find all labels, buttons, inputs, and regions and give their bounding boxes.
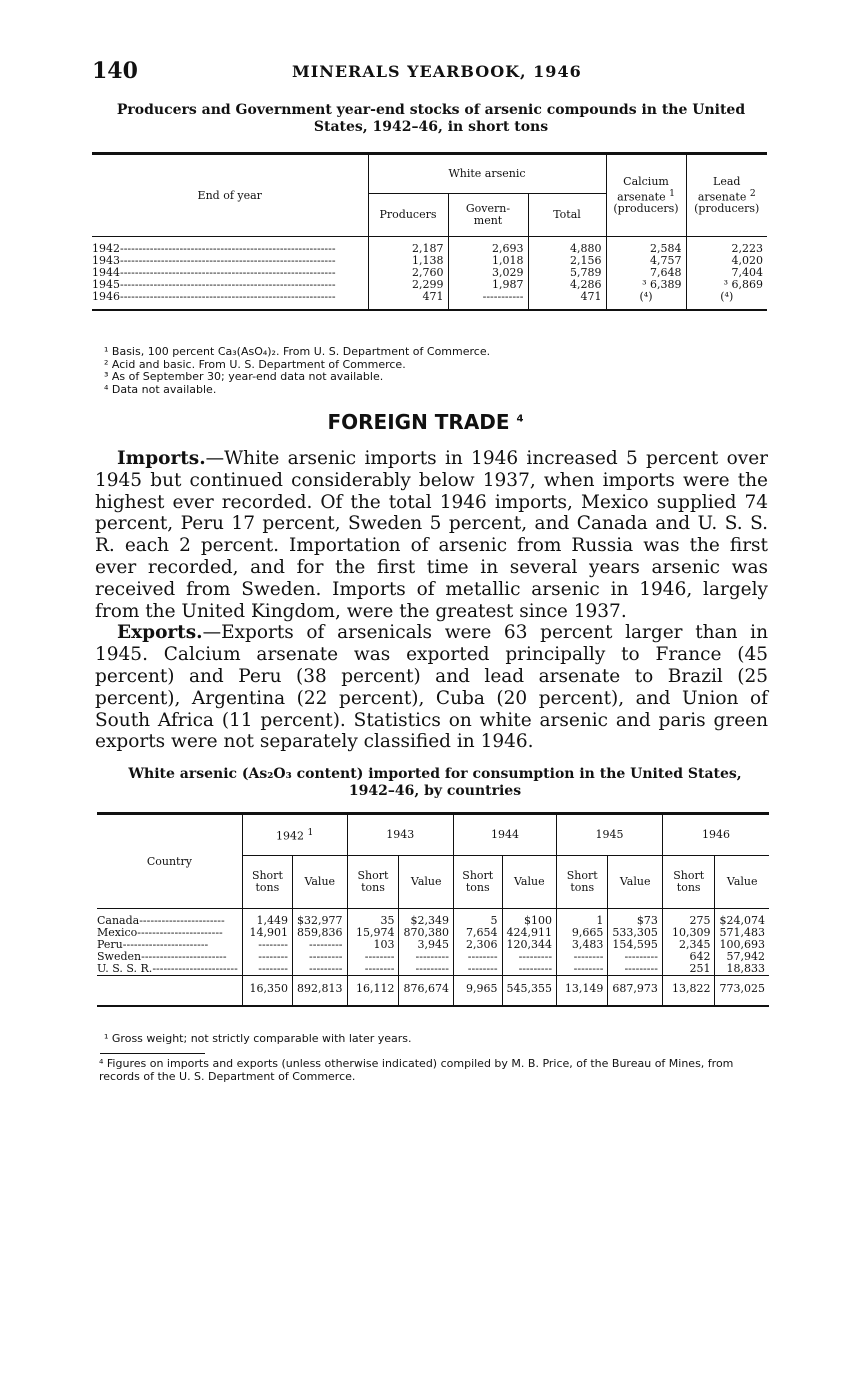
- cell: 5: [453, 915, 502, 927]
- cell: 471: [368, 291, 448, 310]
- header-year-1945: 1945: [557, 814, 663, 856]
- cell: 57,942: [715, 951, 769, 963]
- table1-caption-line2: States, 1942–46, in short tons: [313, 119, 549, 135]
- cell: --------: [557, 951, 608, 963]
- cell: 120,344: [502, 939, 557, 951]
- header-year-1942: 1942 $^1$: [242, 814, 347, 856]
- cell: --------: [242, 951, 292, 963]
- table2-footnote: ¹ Gross weight; not strictly comparable with later years.: [104, 1032, 412, 1045]
- total-cell: 9,965: [453, 976, 502, 1007]
- header-country: Country: [146, 854, 192, 868]
- cell: 15,974: [347, 927, 399, 939]
- row-country: Mexico-----------------------: [97, 927, 223, 939]
- cell: ---------: [293, 963, 348, 976]
- cell: $73: [608, 915, 663, 927]
- header-value: Value: [502, 856, 557, 909]
- cell: ---------: [293, 951, 348, 963]
- page-number: 140: [92, 58, 138, 84]
- cell: --------: [453, 963, 502, 976]
- cell: 4,020: [686, 255, 767, 267]
- total-cell: 892,813: [293, 976, 348, 1007]
- footnote: ¹ Basis, 100 percent Ca₃(AsO₄)₂. From U. S. Department of Commerce.: [104, 345, 491, 358]
- total-cell: 876,674: [399, 976, 454, 1007]
- header-short-tons: Short tons: [662, 856, 715, 909]
- cell: --------: [242, 963, 292, 976]
- cell: 4,286: [528, 279, 606, 291]
- cell: 2,345: [662, 939, 715, 951]
- table2-caption: [95, 766, 775, 800]
- cell: ---------: [608, 963, 663, 976]
- cell: 2,760: [368, 267, 448, 279]
- cell: 3,029: [448, 267, 528, 279]
- cell: 2,187: [368, 243, 448, 255]
- row-country: Peru-----------------------: [97, 939, 209, 951]
- header-producers: Producers: [368, 194, 448, 237]
- cell: 9,665: [557, 927, 608, 939]
- cell: 2,223: [686, 243, 767, 255]
- body-text: [95, 448, 768, 753]
- cell: --------: [557, 963, 608, 976]
- total-cell: 13,822: [662, 976, 715, 1007]
- table1-caption-line1: Producers and Government year-end stocks of arsenic compounds in the United: [116, 102, 746, 118]
- cell: ---------: [399, 963, 454, 976]
- cell: 642: [662, 951, 715, 963]
- row-country: Sweden-----------------------: [97, 951, 227, 963]
- header-short-tons: Short tons: [557, 856, 608, 909]
- cell: 1: [557, 915, 608, 927]
- header-year-1943: 1943: [347, 814, 453, 856]
- cell: $2,349: [399, 915, 454, 927]
- cell: 103: [347, 939, 399, 951]
- header-year-1946: 1946: [662, 814, 769, 856]
- cell: ³ 6,389: [606, 279, 686, 291]
- page-footnote: ⁴ Figures on imports and exports (unless otherwise indicated) compiled by M. B. Price, of the Bureau of Mines, from records of the U. S. Department of Commerce.: [99, 1057, 734, 1083]
- header-value: Value: [715, 856, 769, 909]
- cell: $100: [502, 915, 557, 927]
- cell: 251: [662, 963, 715, 976]
- cell: 424,911: [502, 927, 557, 939]
- cell: 2,584: [606, 243, 686, 255]
- cell: 35: [347, 915, 399, 927]
- header-value: Value: [293, 856, 348, 909]
- table1-caption: [92, 102, 770, 136]
- cell: ---------: [608, 951, 663, 963]
- cell: 533,305: [608, 927, 663, 939]
- cell: 3,945: [399, 939, 454, 951]
- cell: 7,404: [686, 267, 767, 279]
- cell: 7,648: [606, 267, 686, 279]
- cell: (⁴): [606, 291, 686, 310]
- header-short-tons: Short tons: [242, 856, 292, 909]
- cell: 1,987: [448, 279, 528, 291]
- cell: 2,156: [528, 255, 606, 267]
- cell: 4,880: [528, 243, 606, 255]
- table-row: [92, 291, 767, 310]
- header-government: Govern- ment: [448, 194, 528, 237]
- header-end-of-year: End of year: [197, 188, 262, 202]
- cell: (⁴): [686, 291, 767, 310]
- total-cell: 687,973: [608, 976, 663, 1007]
- total-cell: 773,025: [715, 976, 769, 1007]
- cell: ³ 6,869: [686, 279, 767, 291]
- imports-paragraph: Imports.—White arsenic imports in 1946 increased 5 percent over 1945 but continued considerably below 1937, when imports were the highest ever recorded. Of the total 1946 imports, Mexico supplied 74 percent, Peru 17 percent, Sweden 5 percent, and Canada and U. S. S. R. each 2 percent. Importation of arsenic from Russia was the first ever recorded, and for the first time in several years arsenic was received from Sweden. Imports of metallic arsenic in 1946, largely from the United Kingdom, were the greatest since 1937.: [95, 448, 768, 622]
- total-cell: 13,149: [557, 976, 608, 1007]
- table2-caption-line2: 1942–46, by countries: [348, 783, 522, 799]
- cell: 1,138: [368, 255, 448, 267]
- row-year: 1945----------------------------------------------------------: [92, 279, 336, 291]
- row-year: 1946----------------------------------------------------------: [92, 291, 336, 303]
- table-row: [97, 963, 769, 976]
- cell: ---------: [502, 963, 557, 976]
- row-country: Canada-----------------------: [97, 915, 225, 927]
- table2-caption-line1: White arsenic (As₂O₃ content) imported for consumption in the United States,: [128, 766, 742, 782]
- exports-paragraph: Exports.—Exports of arsenicals were 63 percent larger than in 1945. Calcium arsenate was exported principally to France (45 percent) and Peru (38 percent) and lead arsenate to Brazil (25 percent), Argentina (22 percent), Cuba (20 percent), and Union of South Africa (11 percent). Statistics on white arsenic and paris green exports were not separately classified in 1946.: [95, 622, 768, 753]
- header-value: Value: [399, 856, 454, 909]
- cell: --------: [242, 939, 292, 951]
- cell: 859,836: [293, 927, 348, 939]
- cell: 14,901: [242, 927, 292, 939]
- cell: 7,654: [453, 927, 502, 939]
- cell: 275: [662, 915, 715, 927]
- cell: 10,309: [662, 927, 715, 939]
- footnote: ⁴ Data not available.: [104, 382, 217, 396]
- table1-footnotes: [104, 346, 490, 396]
- total-cell: 16,112: [347, 976, 399, 1007]
- cell: 4,757: [606, 255, 686, 267]
- total-cell: 16,350: [242, 976, 292, 1007]
- cell: 3,483: [557, 939, 608, 951]
- cell: ---------: [502, 951, 557, 963]
- cell: 5,789: [528, 267, 606, 279]
- cell: ---------: [293, 939, 348, 951]
- header-calcium-arsenate: Calcium arsenate $^1$ (producers): [606, 154, 686, 237]
- section-title: FOREIGN TRADE $^4$: [327, 410, 524, 434]
- imports-table: [97, 812, 769, 1007]
- cell: -----------: [448, 291, 528, 310]
- cell: 2,299: [368, 279, 448, 291]
- row-year: 1942----------------------------------------------------------: [92, 243, 336, 255]
- cell: 154,595: [608, 939, 663, 951]
- cell: 571,483: [715, 927, 769, 939]
- cell: 100,693: [715, 939, 769, 951]
- running-title: MINERALS YEARBOOK, 1946: [292, 62, 582, 81]
- cell: 471: [528, 291, 606, 310]
- cell: 1,018: [448, 255, 528, 267]
- cell: --------: [453, 951, 502, 963]
- header-value: Value: [608, 856, 663, 909]
- cell: 870,380: [399, 927, 454, 939]
- footnote-rule: [100, 1053, 205, 1054]
- cell: 1,449: [242, 915, 292, 927]
- cell: --------: [347, 963, 399, 976]
- page-header: [92, 58, 772, 84]
- header-white-arsenic: White arsenic: [368, 154, 606, 194]
- footnote: ² Acid and basic. From U. S. Department of Commerce.: [104, 357, 406, 371]
- row-year: 1944----------------------------------------------------------: [92, 267, 336, 279]
- cell: --------: [347, 951, 399, 963]
- row-country: U. S. S. R.-----------------------: [97, 963, 238, 975]
- header-year-1944: 1944: [453, 814, 556, 856]
- footnote: ³ As of September 30; year-end data not available.: [104, 370, 384, 383]
- cell: $32,977: [293, 915, 348, 927]
- cell: $24,074: [715, 915, 769, 927]
- cell: 2,306: [453, 939, 502, 951]
- cell: ---------: [399, 951, 454, 963]
- totals-row: [97, 976, 769, 1007]
- row-year: 1943----------------------------------------------------------: [92, 255, 336, 267]
- cell: 18,833: [715, 963, 769, 976]
- header-short-tons: Short tons: [453, 856, 502, 909]
- header-lead-arsenate: Lead arsenate $^2$ (producers): [686, 154, 767, 237]
- total-cell: 545,355: [502, 976, 557, 1007]
- header-short-tons: Short tons: [347, 856, 399, 909]
- header-total: Total: [528, 194, 606, 237]
- stocks-table: [92, 152, 767, 311]
- cell: 2,693: [448, 243, 528, 255]
